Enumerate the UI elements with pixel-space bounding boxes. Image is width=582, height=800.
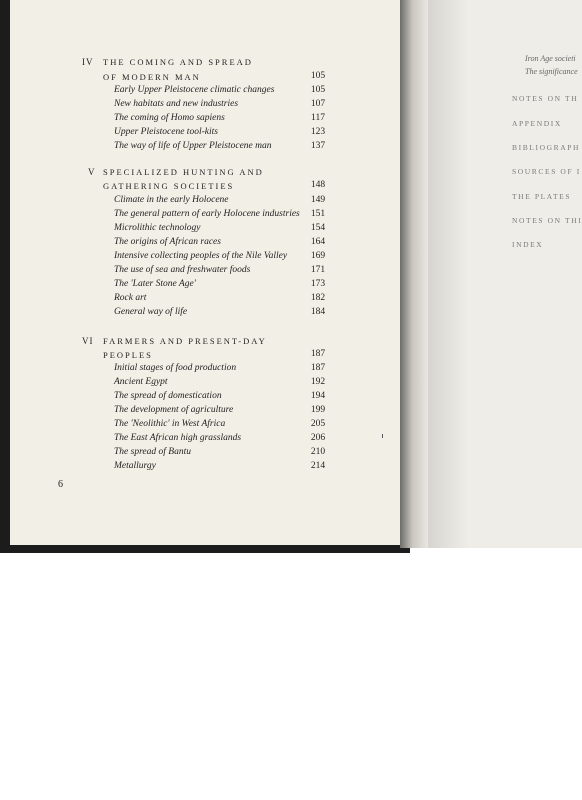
- toc-entry-page: 206: [310, 433, 326, 443]
- toc-entry-page: 192: [310, 377, 326, 387]
- section-numeral: VI: [82, 336, 94, 346]
- toc-entry: Rock art: [114, 293, 147, 303]
- right-toc-heading: BIBLIOGRAPH: [512, 143, 581, 152]
- section-heading-line: THE COMING AND SPREAD: [103, 57, 253, 67]
- toc-entry: Intensive collecting peoples of the Nile Valley: [114, 251, 288, 261]
- section-heading-line: OF MODERN MAN: [103, 72, 201, 82]
- toc-entry-page: 105: [310, 85, 326, 95]
- toc-entry: The East African high grasslands: [114, 433, 242, 443]
- toc-entry-page: 210: [310, 447, 326, 457]
- toc-entry: Metallurgy: [114, 461, 156, 471]
- section-heading-page: 187: [310, 349, 326, 359]
- toc-entry: Upper Pleistocene tool-kits: [114, 127, 218, 137]
- toc-entry: The coming of Homo sapiens: [114, 113, 225, 123]
- right-toc-entry: The significance: [525, 67, 578, 76]
- toc-entry-page: 107: [310, 99, 326, 109]
- toc-entry: The general pattern of early Holocene industries: [114, 209, 300, 219]
- right-toc-entry: Iron Age societi: [525, 54, 576, 63]
- toc-entry: The way of life of Upper Pleistocene man: [114, 141, 272, 151]
- toc-entry: General way of life: [114, 307, 188, 317]
- toc-entry-page: 194: [310, 391, 326, 401]
- section-heading-page: 148: [310, 180, 326, 190]
- right-page: [428, 0, 582, 548]
- toc-entry-page: 164: [310, 237, 326, 247]
- toc-entry-page: 151: [310, 209, 326, 219]
- right-toc-heading: APPENDIX: [512, 119, 562, 128]
- toc-entry: The development of agriculture: [114, 405, 234, 415]
- toc-entry: Ancient Egypt: [114, 377, 168, 387]
- section-heading-line: GATHERING SOCIETIES: [103, 181, 235, 191]
- gutter-shadow: [428, 0, 468, 548]
- toc-entry-page: 182: [310, 293, 326, 303]
- section-numeral: V: [88, 167, 96, 177]
- section-heading-line: PEOPLES: [103, 350, 153, 360]
- toc-entry: New habitats and new industries: [114, 99, 239, 109]
- book-gutter: [400, 0, 428, 548]
- section-numeral: IV: [82, 57, 94, 67]
- toc-entry-page: 184: [310, 307, 326, 317]
- toc-entry: The spread of Bantu: [114, 447, 191, 457]
- right-toc-heading: NOTES ON TH: [512, 94, 579, 103]
- section-heading-line: FARMERS AND PRESENT-DAY: [103, 336, 267, 346]
- toc-entry-page: 137: [310, 141, 326, 151]
- toc-entry: Climate in the early Holocene: [114, 195, 229, 205]
- toc-entry-page: 149: [310, 195, 326, 205]
- right-toc-heading: INDEX: [512, 240, 544, 249]
- toc-entry: The use of sea and freshwater foods: [114, 265, 251, 275]
- toc-entry: The spread of domestication: [114, 391, 222, 401]
- toc-entry-page: 154: [310, 223, 326, 233]
- toc-entry: The 'Later Stone Age': [114, 279, 196, 289]
- toc-entry: Microlithic technology: [114, 223, 201, 233]
- toc-entry-page: 199: [310, 405, 326, 415]
- right-toc-heading: NOTES ON THI: [512, 216, 582, 225]
- toc-entry-page: 173: [310, 279, 326, 289]
- toc-entry-page: 123: [310, 127, 326, 137]
- toc-entry: Initial stages of food production: [114, 363, 237, 373]
- section-heading-line: SPECIALIZED HUNTING AND: [103, 167, 264, 177]
- toc-entry-page: 171: [310, 265, 326, 275]
- toc-entry-page: 214: [310, 461, 326, 471]
- right-toc-heading: THE PLATES: [512, 192, 572, 201]
- toc-entry: The origins of African races: [114, 237, 221, 247]
- toc-entry: The 'Neolithic' in West Africa: [114, 419, 226, 429]
- toc-entry-page: 169: [310, 251, 326, 261]
- toc-entry: Early Upper Pleistocene climatic changes: [114, 85, 275, 95]
- print-mark: [382, 434, 383, 438]
- toc-entry-page: 205: [310, 419, 326, 429]
- toc-entry-page: 187: [310, 363, 326, 373]
- page-number: 6: [58, 479, 63, 490]
- section-heading-page: 105: [310, 71, 326, 81]
- right-toc-heading: SOURCES OF I: [512, 167, 581, 176]
- toc-entry-page: 117: [311, 113, 325, 123]
